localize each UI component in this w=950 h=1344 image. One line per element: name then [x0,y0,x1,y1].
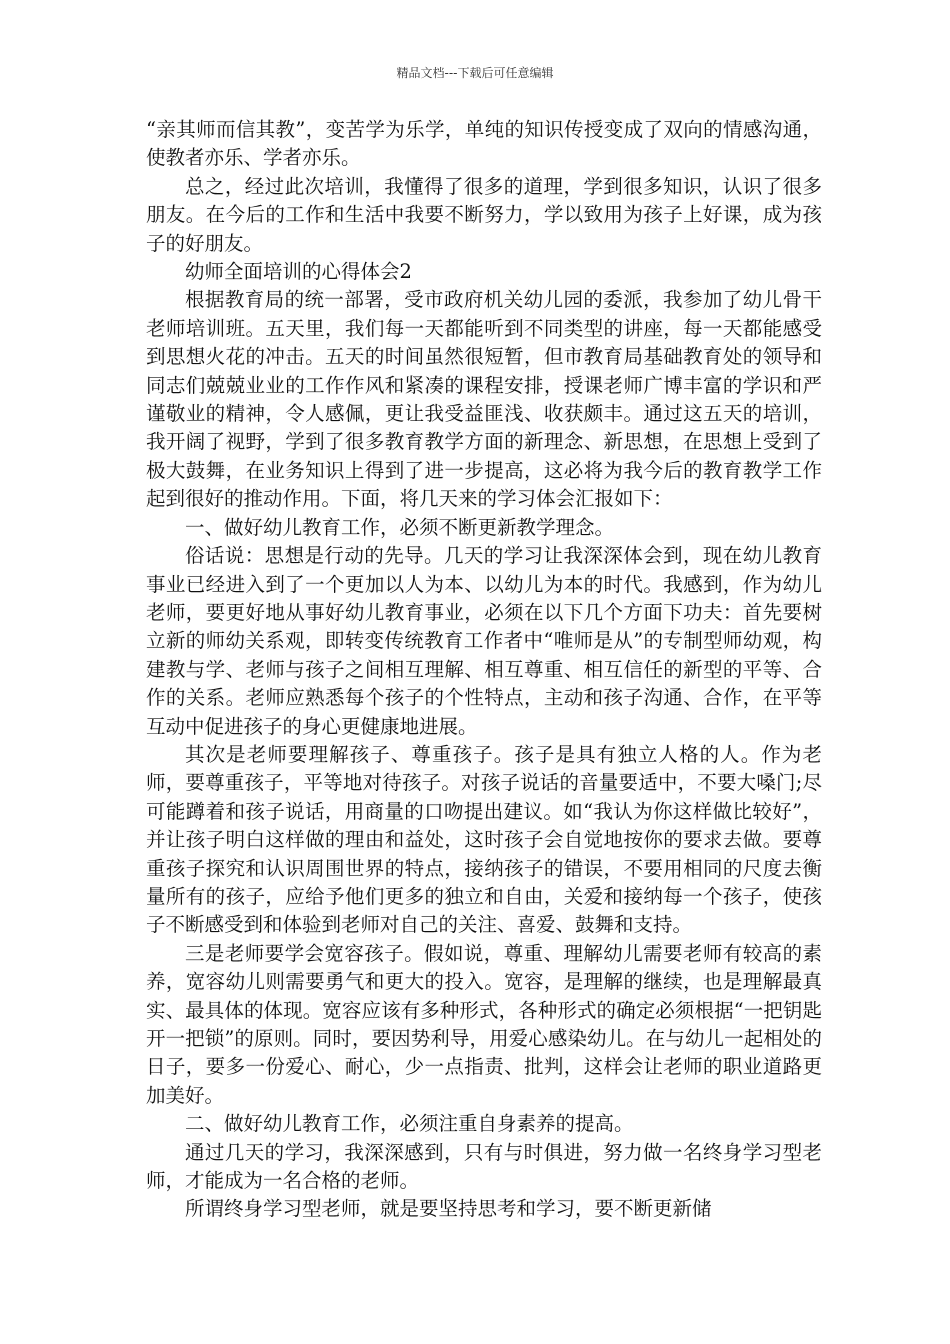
paragraph-continuation: “亲其师而信其教”，变苦学为乐学，单纯的知识传授变成了双向的情感沟通，使教者亦乐、学者亦乐。 [146,118,822,170]
section-title: 幼师全面培训的心得体会2 [185,260,412,284]
paragraph-tolerance: 三是老师要学会宽容孩子。假如说，尊重、理解幼儿需要老师有较高的素养，宽容幼儿则需要勇气和更大的投入。宽容，是理解的继续，也是理解最真实、最具体的体现。宽容应该有多种形式，各种形式的确定必须根据“一把钥匙开一把锁”的原则。同时，要因势利导，用爱心感染幼儿。在与幼儿一起相处的日子，要多一份爱心、耐心，少一点指责、批判，这样会让老师的职业道路更加美好。 [146,941,822,1107]
paragraph-summary: 总之，经过此次培训，我懂得了很多的道理，学到很多知识，认识了很多朋友。在今后的工作和生活中我要不断努力，学以致用为孩子上好课，成为孩子的好朋友。 [146,174,822,255]
paragraph-point-1: 俗话说：思想是行动的先导。几天的学习让我深深体会到，现在幼儿教育事业已经进入到了一个更加以人为本、以幼儿为本的时代。我感到，作为幼儿老师，要更好地从事好幼儿教育事业，必须在以下几个方面下功夫：首先要树立新的师幼关系观，即转变传统教育工作者中“唯师是从”的专制型师幼观，构建教与学、老师与孩子之间相互理解、相互尊重、相互信任的新型的平等、合作的关系。老师应熟悉每个孩子的个性特点，主动和孩子沟通、合作，在平等互动中促进孩子的身心更健康地进展。 [146,544,822,738]
paragraph-intro: 根据教育局的统一部署，受市政府机关幼儿园的委派，我参加了幼儿骨干老师培训班。五天里，我们每一天都能听到不同类型的讲座，每一天都能感受到思想火花的冲击。五天的时间虽然很短暂，但市教育局基础教育处的领导和同志们兢兢业业的工作作风和紧凑的课程安排，授课老师广博丰富的学识和严谨敬业的精神，令人感佩，更让我受益匪浅、收获颇丰。通过这五天的培训，我开阔了视野，学到了很多教育教学方面的新理念、新思想，在思想上受到了极大鼓舞，在业务知识上得到了进一步提高，这必将为我今后的教育教学工作起到很好的推动作用。下面，将几天来的学习体会汇报如下： [146,288,822,511]
document-body [146,116,822,1224]
heading-point-2: 二、做好幼儿教育工作，必须注重自身素养的提高。 [185,1112,634,1136]
paragraph-learning-teacher: 所谓终身学习型老师，就是要坚持思考和学习，要不断更新储 [185,1197,712,1221]
page-header: 精品文档---下载后可任意编辑 [396,66,554,80]
paragraph-lifelong-learning: 通过几天的学习，我深深感到，只有与时俱进，努力做一名终身学习型老师，才能成为一名合格的老师。 [146,1140,822,1193]
paragraph-understand-respect: 其次是老师要理解孩子、尊重孩子。孩子是具有独立人格的人。作为老师，要尊重孩子，平等地对待孩子。对孩子说话的音量要适中，不要大嗓门;尽可能蹲着和孩子说话，用商量的口吻提出建议。如“我认为你这样做比较好”，并让孩子明白这样做的理由和益处，这时孩子会自觉地按你的要求去做。要尊重孩子探究和认识周围世界的特点，接纳孩子的错误，不要用相同的尺度去衡量所有的孩子，应给予他们更多的独立和自由，关爱和接纳每一个孩子，使孩子不断感受到和体验到老师对自己的关注、喜爱、鼓舞和支持。 [146,742,822,937]
heading-point-1: 一、做好幼儿教育工作，必须不断更新教学理念。 [185,515,615,539]
